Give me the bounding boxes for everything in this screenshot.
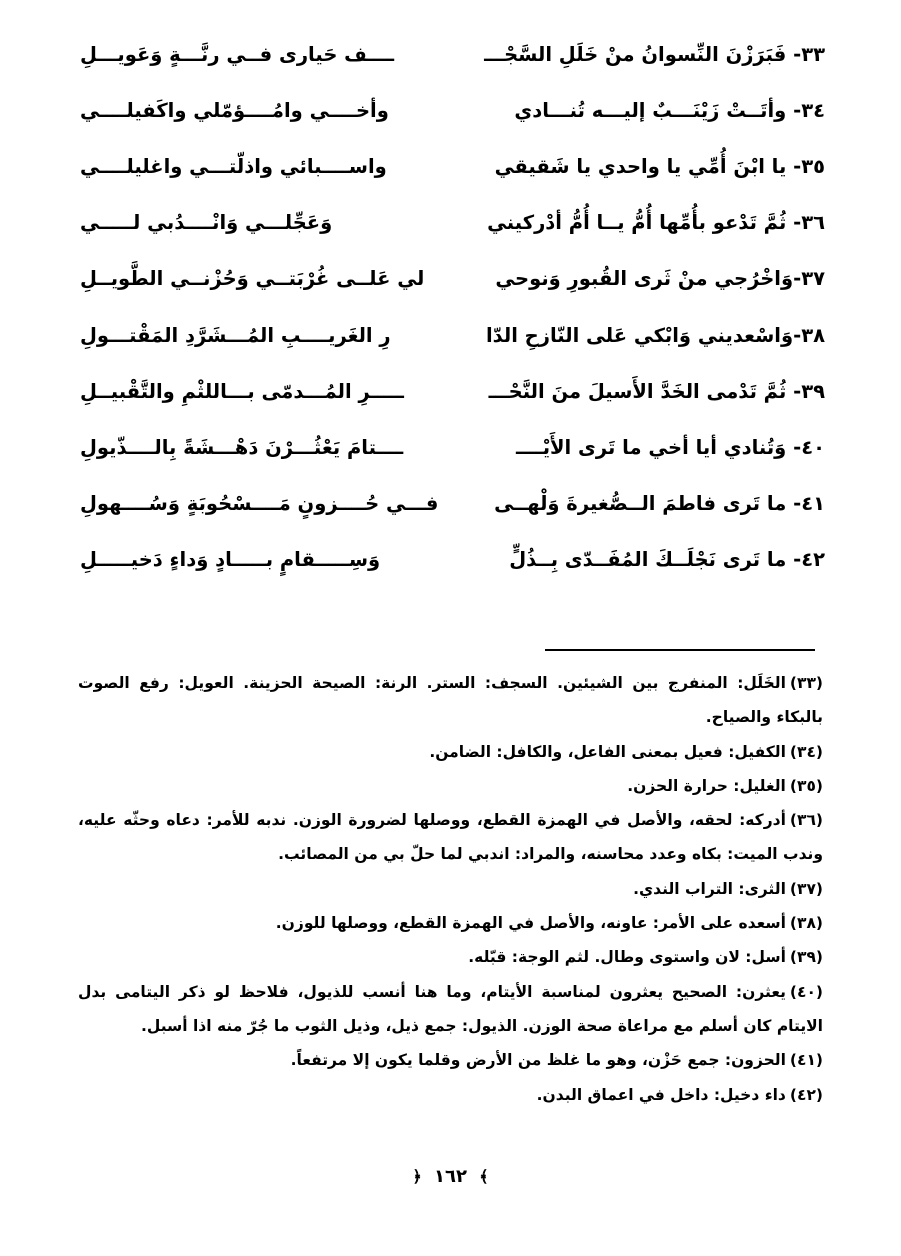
verse-line	[80, 195, 825, 251]
page-number	[0, 1166, 901, 1187]
footnote-number: (٤٠)	[789, 982, 823, 1001]
verse-line	[80, 419, 825, 475]
verse-second-hemistich: وَسِـــــقامٍ بـــــادٍ وَداءٍ دَخيـــــلِ	[80, 548, 381, 572]
verse-second-hemistich: وَعَجِّلـــي وَانْــــدُبي لـــــي	[80, 211, 333, 235]
footnote-text: أدركه: لحقه، والأصل في الهمزة القطع، ووصلها لضرورة الوزن. ندبه للأمر: دعاه وحثّه عليه، وندب الميت: بكاه وعدد محاسنه، والمراد: اندبي لما حلّ بي من المصائب.	[78, 811, 823, 864]
verse-first-hemistich: ٤٠- وَتُنادي أيا أخي ما تَرى الأَيْــــ	[516, 435, 825, 459]
verse-second-hemistich: ــــف حَيارى فــي رنَّـــةٍ وَعَويـــلِ	[80, 42, 395, 66]
ornament-bracket-icon: ﴿	[412, 1167, 422, 1186]
verse-second-hemistich: واســــبائي واذلّتـــي واغليلــــي	[80, 154, 387, 178]
verse-second-hemistich: ــــتامَ يَعْثُـــرْنَ دَهْـــشَةً بِالــــذّيولِ	[80, 435, 404, 459]
footnote	[78, 1043, 823, 1077]
footnote	[78, 940, 823, 974]
footnote	[78, 906, 823, 940]
footnotes	[78, 666, 823, 1112]
verse-first-hemistich: ٤٢- ما تَرى نَجْلَــكَ المُفَــدّى بِــذُلٍّ	[509, 548, 825, 572]
verse-first-hemistich: ٣٨-وَاسْعديني وَابْكي عَلى النّازحِ الدّا	[485, 323, 825, 347]
footnote-text: الحزون: جمع حَزْن، وهو ما غلظ من الأرض وقلما يكون إلا مرتفعاً.	[290, 1051, 786, 1070]
footnote-number: (٣٩)	[789, 948, 823, 967]
footnote	[78, 735, 823, 769]
verse-line	[80, 138, 825, 194]
footnote	[78, 872, 823, 906]
verse-second-hemistich: فـــي حُــــزونٍ مَــــسْحُوبَةٍ وَسُــــهولِ	[80, 492, 439, 516]
verse-first-hemistich: ٣٣- فَبَرَزْنَ النِّسوانُ منْ خَلَلِ السَّجْـــ	[484, 42, 825, 66]
ornament-bracket-icon: ﴾	[479, 1167, 489, 1186]
footnote	[78, 803, 823, 872]
footnote-number: (٣٧)	[789, 879, 823, 898]
footnote-text: الثرى: التراب الندي.	[633, 879, 786, 898]
verse-second-hemistich: وأخــــي وامُــــؤمّلي واكَفيلــــي	[80, 98, 389, 122]
footnote-number: (٣٣)	[789, 674, 823, 692]
verse-first-hemistich: ٣٤- وأتَــتْ زَيْنَـــبٌ إليـــه تُنـــادي	[514, 98, 825, 122]
verse-first-hemistich: ٣٩- ثُمَّ تَدْمى الخَدَّ الأَسيلَ منَ النَّحْـــ	[488, 379, 825, 403]
footnote-number: (٣٦)	[789, 811, 823, 830]
footnote-text: يعثرن: الصحيح يعثرون لمناسبة الأيتام، وما هنا أنسب للذيول، فلاحظ لو ذكر اليتامى بدل الايتام كان أسلم مع مراعاة صحة الوزن. الذيول: جمع ذيل، وذيل الثوب ما جُرّ منه اذا أسبل.	[78, 982, 823, 1035]
verse-second-hemistich: رِ الغَريــــبِ المُـــشَرَّدِ المَقْتـــولِ	[80, 323, 391, 347]
page-number-value: ١٦٢	[434, 1166, 467, 1187]
verse-line	[80, 476, 825, 532]
footnote	[78, 975, 823, 1044]
verse-line	[80, 26, 825, 82]
footnote-text: أسل: لان واستوى وطال. لثم الوجة: قبّله.	[468, 948, 786, 967]
poem-verses	[80, 26, 825, 588]
verse-first-hemistich: ٣٧-وَاخْرُجي منْ ثَرى القُبورِ وَنوحي	[495, 267, 825, 291]
verse-second-hemistich: ـــــرِ المُـــدمّى بـــاللثْمِ والتَّقْبيــلِ	[80, 379, 404, 403]
footnote	[78, 1078, 823, 1112]
footnote-text: أسعده على الأمر: عاونه، والأصل في الهمزة القطع، ووصلها للوزن.	[275, 914, 786, 933]
verse-line	[80, 532, 825, 588]
verse-first-hemistich: ٤١- ما تَرى فاطمَ الــصُّغيرةَ وَلْهــى	[494, 492, 825, 516]
footnote-number: (٤٢)	[789, 1085, 823, 1104]
footnote	[78, 666, 823, 735]
footnote-number: (٣٤)	[789, 742, 823, 761]
footnote-separator	[545, 649, 815, 651]
footnote-number: (٤١)	[789, 1051, 823, 1070]
verse-first-hemistich: ٣٥- يا ابْنَ أُمِّي يا واحدي يا شَقيقي	[494, 154, 825, 178]
verse-first-hemistich: ٣٦- ثُمَّ تَدْعو بأُمِّها أُمُّ يــا أُمُّ أدْركيني	[487, 211, 825, 235]
footnote	[78, 769, 823, 803]
footnote-text: الخَلَل: المنفرج بين الشيئين. السجف: الستر. الرنة: الصيحة الحزينة. العويل: رفع الصوت بالبكاء والصياح.	[78, 674, 823, 727]
footnote-text: داء دخيل: داخل في اعماق البدن.	[536, 1085, 786, 1104]
verse-line	[80, 251, 825, 307]
footnote-text: الغليل: حرارة الحزن.	[627, 776, 786, 795]
verse-line	[80, 82, 825, 138]
footnote-number: (٣٨)	[789, 914, 823, 933]
verse-second-hemistich: لي عَلــى غُرْبَتــي وَحُزْنــي الطَّويــلِ	[80, 267, 425, 291]
verse-line	[80, 363, 825, 419]
footnote-text: الكفيل: فعيل بمعنى الفاعل، والكافل: الضامن.	[429, 742, 786, 761]
footnote-number: (٣٥)	[789, 776, 823, 795]
verse-line	[80, 307, 825, 363]
